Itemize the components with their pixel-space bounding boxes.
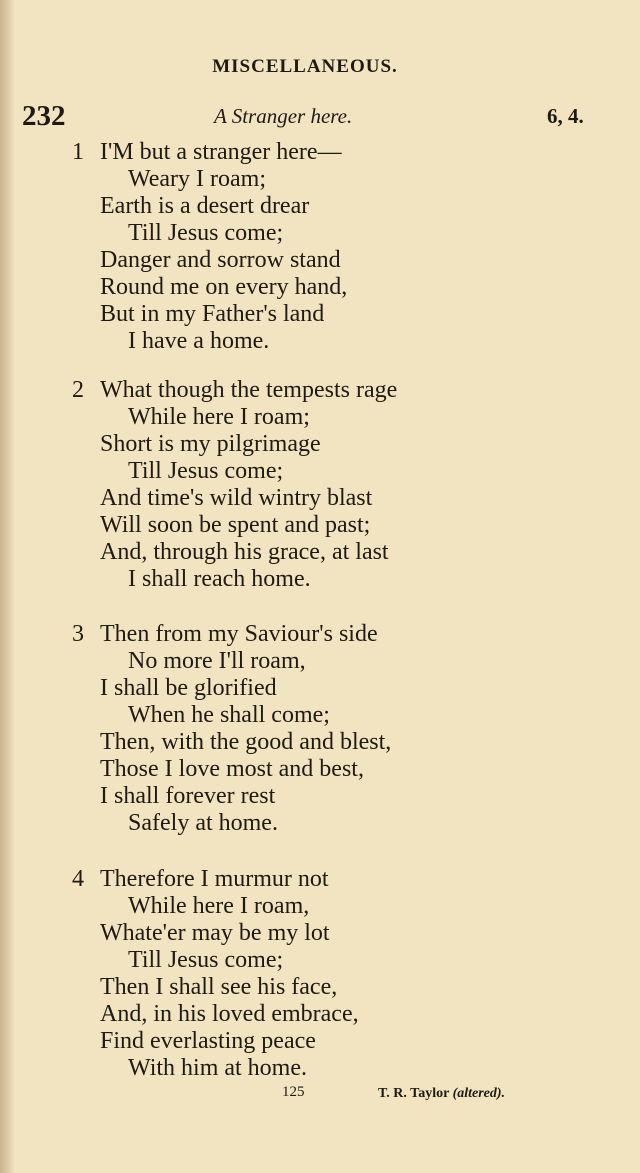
verse-line: No more I'll roam, xyxy=(128,648,306,674)
verse-line: While here I roam, xyxy=(128,893,310,919)
verse-line: Will soon be spent and past; xyxy=(100,512,371,538)
author-note: (altered). xyxy=(452,1086,506,1101)
verse-line: But in my Father's land xyxy=(100,301,325,327)
stanza xyxy=(70,866,590,1082)
section-header: MISCELLANEOUS. xyxy=(212,56,398,77)
attribution xyxy=(378,1086,505,1102)
stanza xyxy=(70,377,590,593)
hymn-meter: 6, 4. xyxy=(547,104,584,128)
hymn-number: 232 xyxy=(22,100,66,132)
verse-line: Till Jesus come; xyxy=(128,458,284,484)
verse-line: I shall forever rest xyxy=(100,783,276,809)
verse-line: Those I love most and best, xyxy=(100,756,364,782)
verse-line: I'M but a stranger here— xyxy=(100,139,342,165)
verse-line: Till Jesus come; xyxy=(128,947,284,973)
verse-line: And, in his loved embrace, xyxy=(100,1001,359,1027)
stanza xyxy=(70,621,590,837)
verse-number: 1 xyxy=(72,139,84,165)
verse-line: I shall be glorified xyxy=(100,675,277,701)
verse-line: With him at home. xyxy=(128,1055,308,1081)
verse-line: Find everlasting peace xyxy=(100,1028,316,1054)
page-number: 125 xyxy=(282,1084,305,1100)
verse-line: Then I shall see his face, xyxy=(100,974,338,1000)
verse-line: And, through his grace, at last xyxy=(100,539,389,565)
verse-line: Short is my pilgrimage xyxy=(100,431,321,457)
verse-line: Whate'er may be my lot xyxy=(100,920,330,946)
verse-line: Safely at home. xyxy=(128,810,278,836)
verse-number: 2 xyxy=(72,377,84,403)
author-name: T. R. Taylor xyxy=(378,1086,450,1101)
verse-line: Then, with the good and blest, xyxy=(100,729,392,755)
verse-line: Then from my Saviour's side xyxy=(100,621,378,647)
verse-line: Round me on every hand, xyxy=(100,274,348,300)
verse-number: 4 xyxy=(72,866,84,892)
verse-line: Weary I roam; xyxy=(128,166,266,192)
verse-line: While here I roam; xyxy=(128,404,310,430)
verse-line: What though the tempests rage xyxy=(100,377,398,403)
page-binding-edge xyxy=(0,0,14,1173)
verse-line: Earth is a desert drear xyxy=(100,193,310,219)
hymn-title: A Stranger here. xyxy=(214,104,353,128)
verse-line: When he shall come; xyxy=(128,702,330,728)
verse-number: 3 xyxy=(72,621,84,647)
stanza xyxy=(70,139,590,355)
verse-line: Till Jesus come; xyxy=(128,220,284,246)
verse-line: I have a home. xyxy=(128,328,270,354)
verse-line: Therefore I murmur not xyxy=(100,866,329,892)
verse-line: I shall reach home. xyxy=(128,566,311,592)
verse-line: Danger and sorrow stand xyxy=(100,247,341,273)
verse-line: And time's wild wintry blast xyxy=(100,485,373,511)
